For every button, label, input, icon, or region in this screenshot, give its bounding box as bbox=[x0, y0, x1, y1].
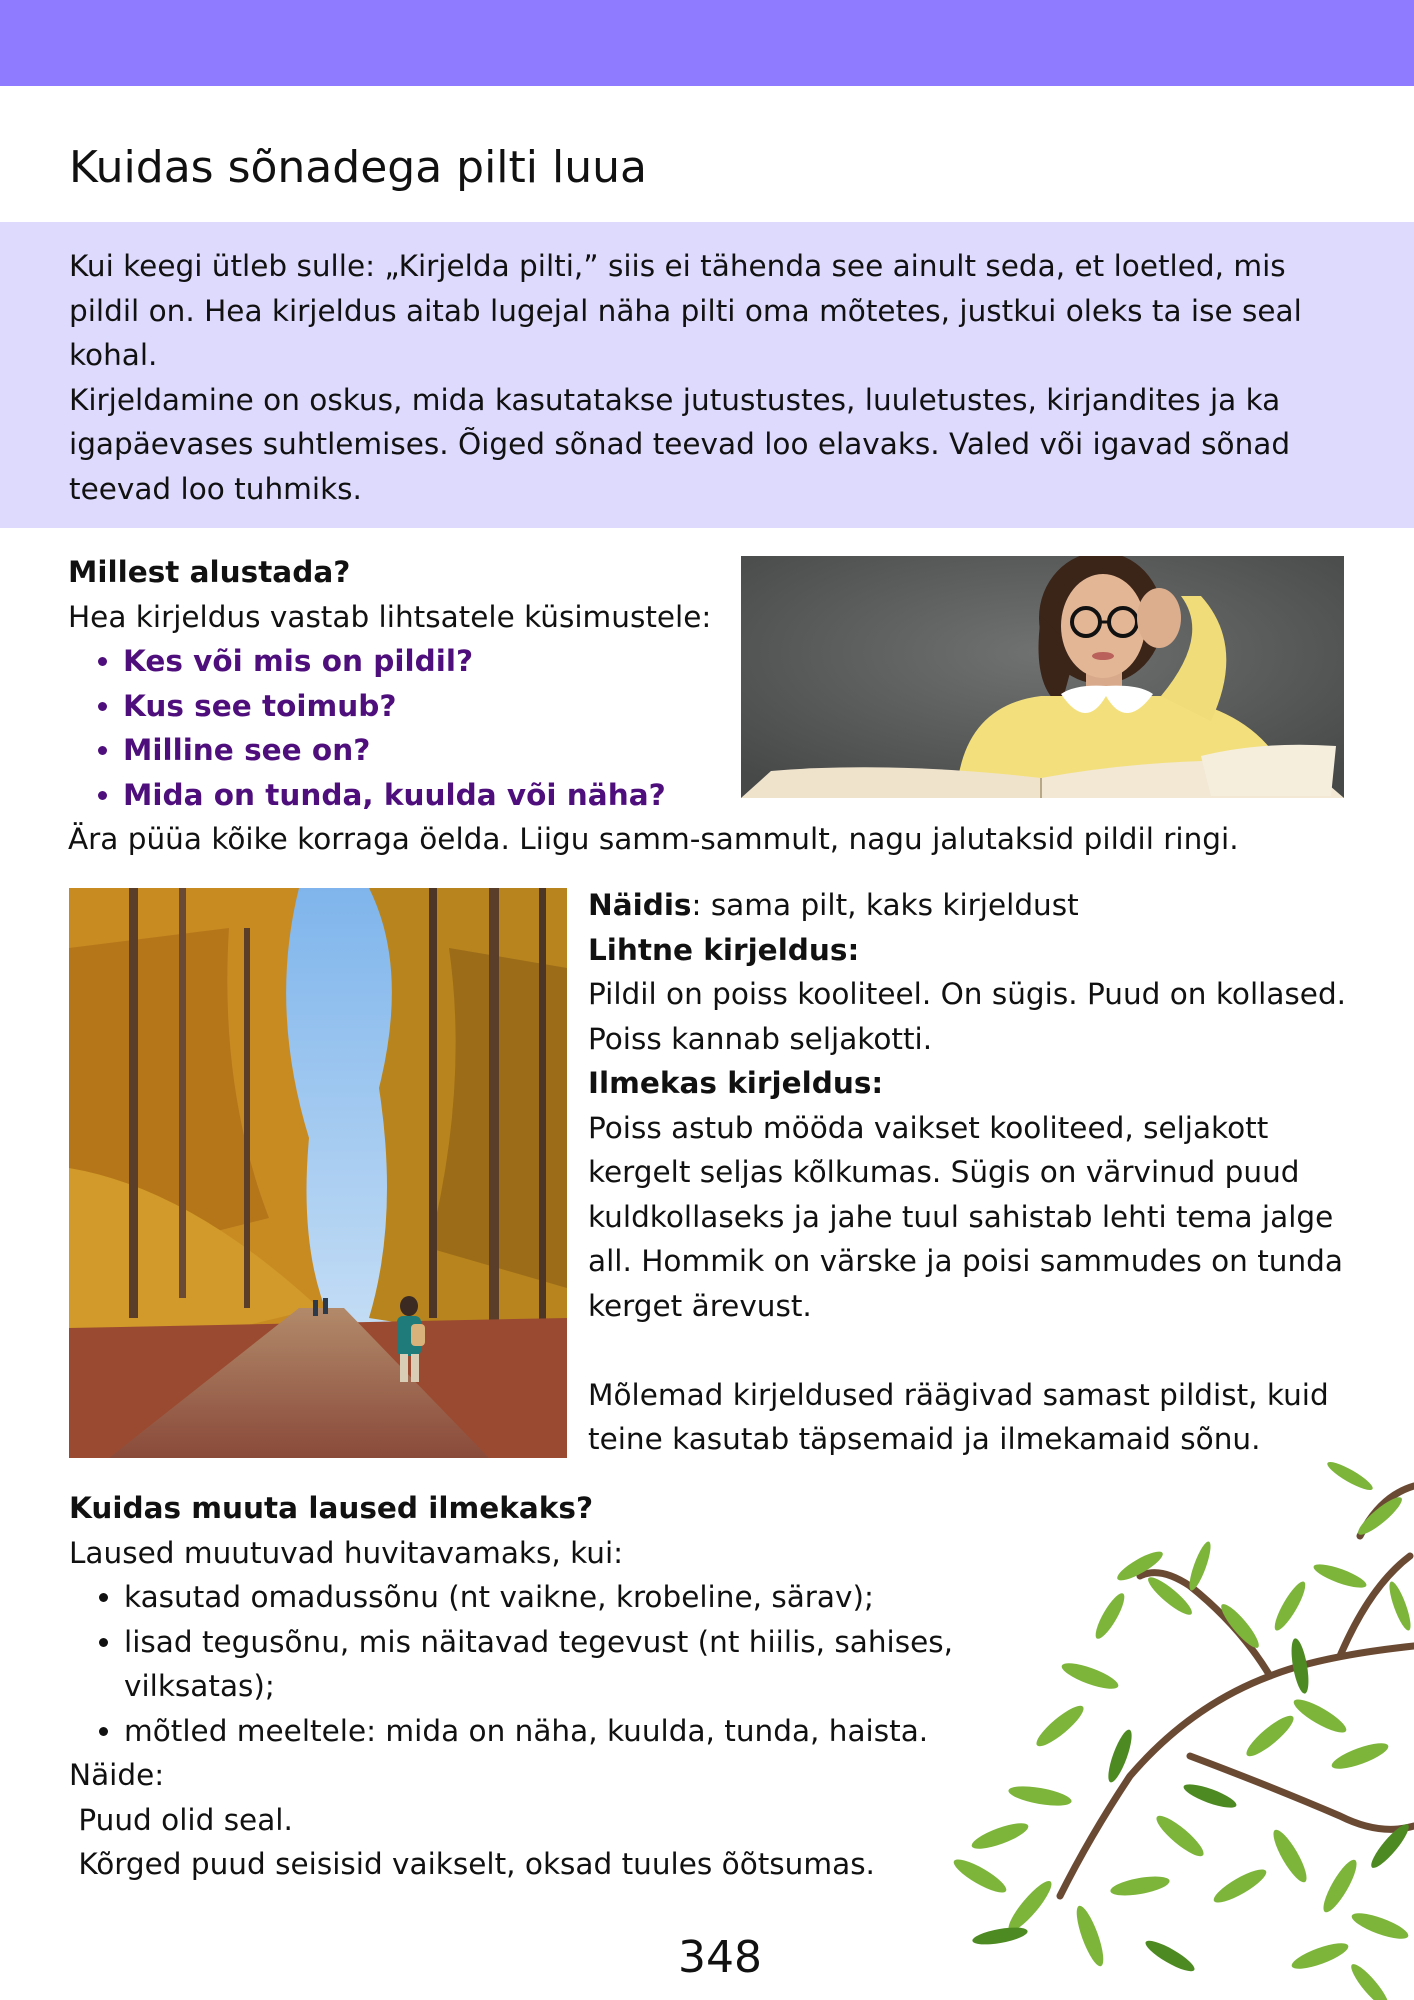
tree-branch-image bbox=[940, 1456, 1414, 2000]
example-label-2: Näide: bbox=[69, 1758, 165, 1792]
question-item: • Milline see on? bbox=[123, 728, 1028, 773]
example-section bbox=[588, 883, 1348, 1462]
start-closing: Ära püüa kõike korraga öelda. Liigu samm-sammult, nagu jalutaksid pildil ringi. bbox=[68, 822, 1239, 856]
simple-text: Pildil on poiss kooliteel. On sügis. Puud on kollased. Poiss kannab seljakotti. bbox=[588, 977, 1347, 1056]
vivid-text: Poiss astub mööda vaikset kooliteed, seljakott kergelt seljas kõlkumas. Sügis on värvinud puud kuldkollaseks ja jahe tuul sahistab lehti tema jalge all. Hommik on värske ja poisi sammudes on tunda kerget ärevust. bbox=[588, 1110, 1343, 1323]
example-label-line bbox=[588, 883, 1348, 928]
question-item: • Mida on tunda, kuulda või näha? bbox=[123, 773, 1028, 818]
example-label: Näidis bbox=[588, 888, 692, 922]
example-after: Kõrged puud seisisid vaikselt, oksad tuules õõtsumas. bbox=[69, 1847, 875, 1881]
vivid-section-heading: Kuidas muuta laused ilmekaks? bbox=[69, 1491, 594, 1525]
vivid-sentences-section bbox=[69, 1486, 969, 1887]
example-before: Puud olid seal. bbox=[69, 1802, 293, 1837]
tip-item: • lisad tegusõnu, mis näitavad tegevust (nt hiilis, sahises, vilksatas); bbox=[124, 1620, 964, 1709]
page-number: 348 bbox=[678, 1932, 762, 1983]
example-conclusion: Mõlemad kirjeldused räägivad samast pildist, kuid teine kasutab täpsemaid ja ilmekamaid sõnu. bbox=[588, 1377, 1329, 1456]
vivid-heading: Ilmekas kirjeldus: bbox=[588, 1066, 884, 1100]
start-heading: Millest alustada? bbox=[68, 555, 351, 589]
simple-heading: Lihtne kirjeldus: bbox=[588, 932, 860, 967]
top-color-bar bbox=[0, 0, 1414, 86]
vivid-tips-list bbox=[69, 1575, 969, 1753]
intro-paragraph-2: Kirjeldamine on oskus, mida kasutatakse jutustustes, luuletustes, kirjandites ja ka igapäevases suhtlemises. Õiged sõnad teevad loo elavaks. Valed või igavad sõnad teevad loo tuhmiks. bbox=[69, 382, 1291, 506]
question-item: • Kus see toimub? bbox=[123, 684, 1028, 729]
page-title: Kuidas sõnadega pilti luua bbox=[69, 142, 647, 193]
tip-item: • mõtled meeltele: mida on näha, kuulda, tunda, haista. bbox=[124, 1709, 969, 1754]
start-lead: Hea kirjeldus vastab lihtsatele küsimustele: bbox=[68, 599, 712, 634]
autumn-forest-photo bbox=[69, 888, 567, 1458]
intro-paragraph-1: Kui keegi ütleb sulle: „Kirjelda pilti,” siis ei tähenda see ainult seda, et loetled, mis pildil on. Hea kirjeldus aitab lugejal näha pilti oma mõtetes, justkui oleks ta ise seal kohal. bbox=[69, 249, 1302, 372]
vivid-section-lead: Laused muutuvad huvitavamaks, kui: bbox=[69, 1535, 624, 1570]
question-item: • Kes või mis on pildil? bbox=[123, 639, 1028, 684]
intro-box bbox=[0, 222, 1414, 528]
tip-item: • kasutad omadussõnu (nt vaikne, krobeline, särav); bbox=[124, 1575, 969, 1620]
woman-reading-photo bbox=[741, 556, 1344, 798]
example-label-rest: : sama pilt, kaks kirjeldust bbox=[691, 888, 1079, 922]
